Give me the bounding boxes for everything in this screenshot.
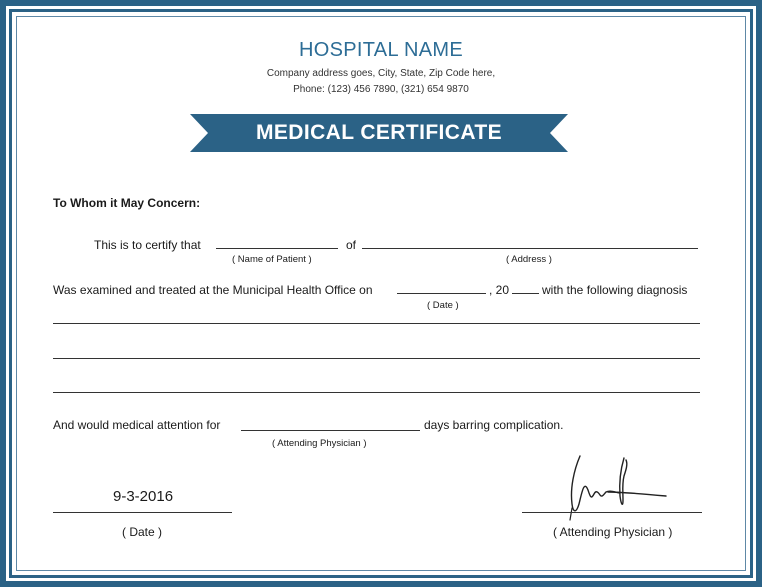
address-caption: ( Address ) — [506, 254, 552, 265]
of-text: of — [346, 238, 357, 252]
hospital-name: HOSPITAL NAME — [299, 39, 463, 61]
year-prefix: , 20 — [489, 283, 510, 297]
salutation: To Whom it May Concern: — [53, 196, 201, 210]
diagnosis-line-2[interactable] — [53, 358, 700, 359]
hospital-address: Company address goes, City, State, Zip Code here, — [266, 68, 496, 79]
days-line[interactable] — [241, 430, 420, 431]
attention-text: And would medical attention for — [53, 418, 221, 432]
diagnosis-line-1[interactable] — [53, 323, 700, 324]
certify-text: This is to certify that — [94, 238, 201, 252]
year-line[interactable] — [512, 293, 539, 294]
examined-text: Was examined and treated at the Municipal Health Office on — [53, 283, 373, 297]
address-line[interactable] — [362, 248, 698, 249]
footer-date-label: ( Date ) — [122, 525, 163, 539]
patient-name-caption: ( Name of Patient ) — [232, 254, 312, 265]
footer-signature-line — [522, 512, 702, 513]
patient-name-line[interactable] — [216, 248, 338, 249]
exam-date-caption: ( Date ) — [427, 300, 459, 311]
hospital-phone: Phone: (123) 456 7890, (321) 654 9870 — [293, 84, 469, 95]
diagnosis-line-3[interactable] — [53, 392, 700, 393]
certificate-title: MEDICAL CERTIFICATE — [256, 121, 502, 144]
physician-caption: ( Attending Physician ) — [272, 438, 367, 449]
attention-suffix: days barring complication. — [424, 418, 564, 432]
footer-date-line — [53, 512, 232, 513]
date-value: 9-3-2016 — [113, 488, 174, 505]
footer-physician-label: ( Attending Physician ) — [553, 525, 673, 539]
exam-date-line[interactable] — [397, 293, 486, 294]
diagnosis-text: with the following diagnosis — [542, 283, 688, 297]
